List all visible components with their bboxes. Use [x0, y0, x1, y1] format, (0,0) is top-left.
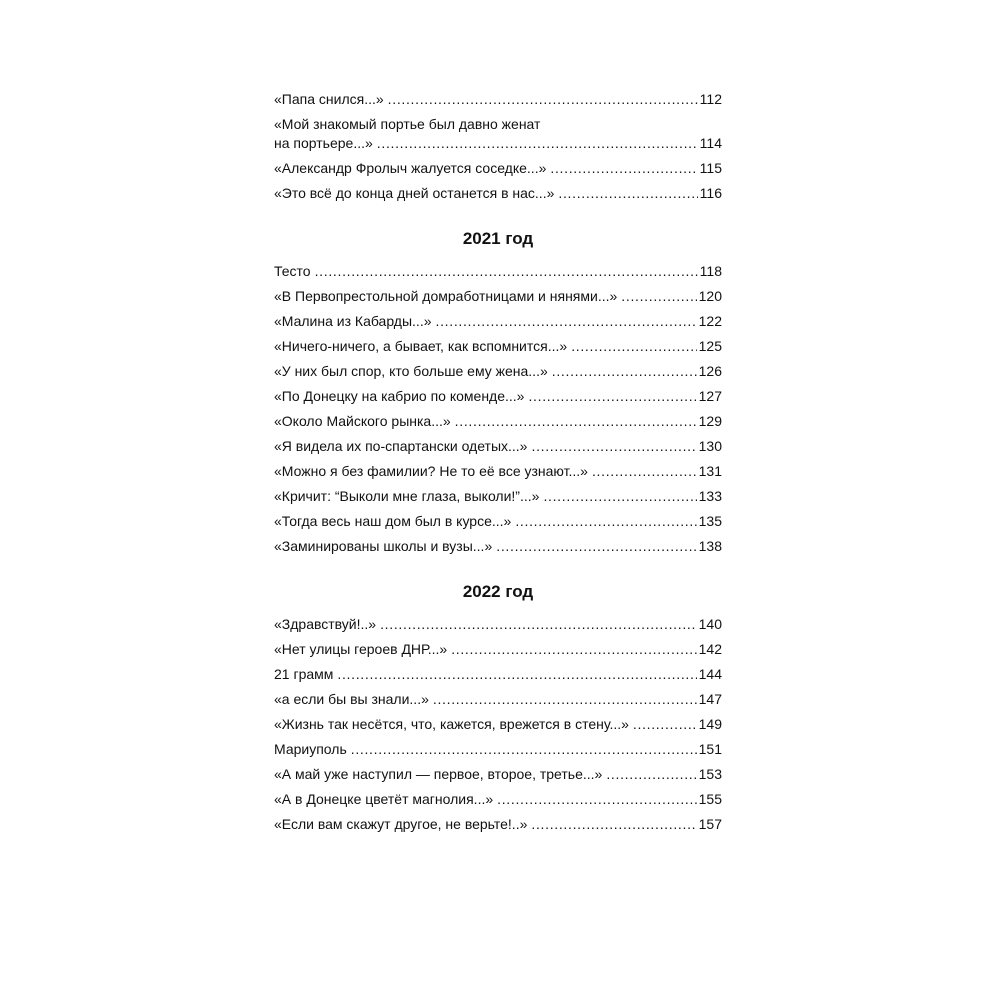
- year-heading: 2022 год: [462, 582, 534, 601]
- leader-dots: [552, 362, 697, 381]
- toc-entry[interactable]: [274, 184, 722, 203]
- leader-dots: [606, 765, 696, 784]
- entry-page-number: 131: [698, 463, 722, 479]
- toc-entry[interactable]: [274, 615, 722, 634]
- toc-entry[interactable]: [274, 740, 722, 759]
- leader-dots: [496, 537, 696, 556]
- entry-title: «Заминированы школы и вузы...»: [274, 538, 493, 554]
- entry-page-number: 126: [698, 363, 722, 379]
- leader-dots: [315, 262, 698, 281]
- entry-title: «Я видела их по-спартански одетых...»: [274, 438, 528, 454]
- toc-entry[interactable]: [274, 312, 722, 331]
- entry-page-number: 116: [699, 185, 722, 201]
- entry-page-number: 120: [698, 288, 722, 304]
- entry-title: «Папа снился...»: [274, 91, 384, 107]
- toc-entry[interactable]: [274, 362, 722, 381]
- leader-dots: [592, 462, 697, 481]
- entry-page-number: 133: [698, 488, 722, 504]
- toc-entry[interactable]: [274, 337, 722, 356]
- toc-entry[interactable]: [274, 262, 722, 281]
- toc-entry[interactable]: [274, 665, 722, 684]
- leader-dots: [543, 487, 696, 506]
- year-heading: 2021 год: [462, 229, 534, 248]
- entry-title-line: «Мой знакомый портье был давно женат: [274, 116, 541, 132]
- entry-page-number: 135: [698, 513, 722, 529]
- entry-title: «Малина из Кабарды...»: [274, 313, 432, 329]
- entry-page-number: 114: [699, 135, 722, 151]
- leader-dots: [558, 184, 697, 203]
- leader-dots: [388, 90, 698, 109]
- leader-dots: [451, 640, 696, 659]
- entry-title: «А в Донецке цветёт магнолия...»: [274, 791, 494, 807]
- leader-dots: [436, 312, 697, 331]
- entry-page-number: 142: [698, 641, 722, 657]
- toc-entry[interactable]: [274, 462, 722, 481]
- entry-title: «Нет улицы героев ДНР...»: [274, 641, 448, 657]
- entry-title: «В Первопрестольной домработницами и нянями...»: [274, 288, 618, 304]
- entry-page-number: 115: [699, 160, 722, 176]
- toc-entry[interactable]: [274, 487, 722, 506]
- leader-dots: [528, 387, 696, 406]
- toc-entry[interactable]: [274, 412, 722, 431]
- entry-title: «а если бы вы знали...»: [274, 691, 429, 707]
- toc-section: [274, 228, 722, 556]
- leader-dots: [531, 437, 696, 456]
- toc-entry[interactable]: [274, 690, 722, 709]
- toc-entry[interactable]: [274, 640, 722, 659]
- entry-page-number: 140: [698, 616, 722, 632]
- entry-title: «Ничего-ничего, а бывает, как вспомнится...»: [274, 338, 568, 354]
- entry-title: «Кричит: “Выколи мне глаза, выколи!”...»: [274, 488, 540, 504]
- leader-dots: [455, 412, 697, 431]
- toc-entry[interactable]: [274, 790, 722, 809]
- toc-entry[interactable]: [274, 287, 722, 306]
- leader-dots: [515, 512, 696, 531]
- toc-entry[interactable]: [274, 387, 722, 406]
- entry-page-number: 151: [698, 741, 722, 757]
- entry-title: Тесто: [274, 263, 311, 279]
- entry-page-number: 155: [698, 791, 722, 807]
- leader-dots: [633, 715, 697, 734]
- entry-title: «Можно я без фамилии? Не то её все узнают...»: [274, 463, 588, 479]
- entry-title: «Здравствуй!..»: [274, 616, 377, 632]
- entry-title: «А май уже наступил — первое, второе, третье...»: [274, 766, 603, 782]
- entry-page-number: 157: [698, 816, 722, 832]
- entry-title: «Если вам скажут другое, не верьте!..»: [274, 816, 528, 832]
- entry-title: «У них был спор, кто больше ему жена...»: [274, 363, 548, 379]
- leader-dots: [337, 665, 696, 684]
- leader-dots: [621, 287, 696, 306]
- entry-title: «Жизнь так несётся, что, кажется, врежется в стену...»: [274, 716, 629, 732]
- entry-title: «Тогда весь наш дом был в курсе...»: [274, 513, 512, 529]
- entry-page-number: 129: [698, 413, 722, 429]
- entry-page-number: 112: [699, 91, 722, 107]
- toc-entry[interactable]: [274, 90, 722, 109]
- leader-dots: [380, 615, 697, 634]
- leader-dots: [550, 159, 697, 178]
- entry-page-number: 125: [698, 338, 722, 354]
- leader-dots: [377, 134, 698, 153]
- toc-entry[interactable]: [274, 815, 722, 834]
- entry-title: на портьере...»: [274, 135, 373, 151]
- toc-entry[interactable]: [274, 437, 722, 456]
- leader-dots: [531, 815, 696, 834]
- entry-title: «По Донецку на кабрио по коменде...»: [274, 388, 525, 404]
- entry-title: «Около Майского рынка...»: [274, 413, 451, 429]
- entry-title: «Это всё до конца дней останется в нас...»: [274, 185, 555, 201]
- leader-dots: [433, 690, 697, 709]
- leader-dots: [571, 337, 696, 356]
- entry-page-number: 118: [699, 263, 722, 279]
- toc-section: [274, 90, 722, 203]
- toc-entry[interactable]: [274, 512, 722, 531]
- entry-page-number: 147: [698, 691, 722, 707]
- entry-page-number: 138: [698, 538, 722, 554]
- entry-page-number: 127: [698, 388, 722, 404]
- entry-page-number: 122: [698, 313, 722, 329]
- leader-dots: [351, 740, 697, 759]
- entry-page-number: 130: [698, 438, 722, 454]
- entry-page-number: 149: [698, 716, 722, 732]
- entry-page-number: 153: [698, 766, 722, 782]
- leader-dots: [497, 790, 697, 809]
- toc-entry[interactable]: [274, 765, 722, 784]
- entry-page-number: 144: [698, 666, 722, 682]
- toc-entry[interactable]: [274, 115, 722, 153]
- entry-title: Мариуполь: [274, 741, 347, 757]
- toc-entry[interactable]: [274, 715, 722, 734]
- toc-entry[interactable]: [274, 537, 722, 556]
- toc-section: [274, 581, 722, 834]
- entry-title: «Александр Фролыч жалуется соседке...»: [274, 160, 547, 176]
- entry-title: 21 грамм: [274, 666, 334, 682]
- table-of-contents: [274, 90, 722, 840]
- toc-entry[interactable]: [274, 159, 722, 178]
